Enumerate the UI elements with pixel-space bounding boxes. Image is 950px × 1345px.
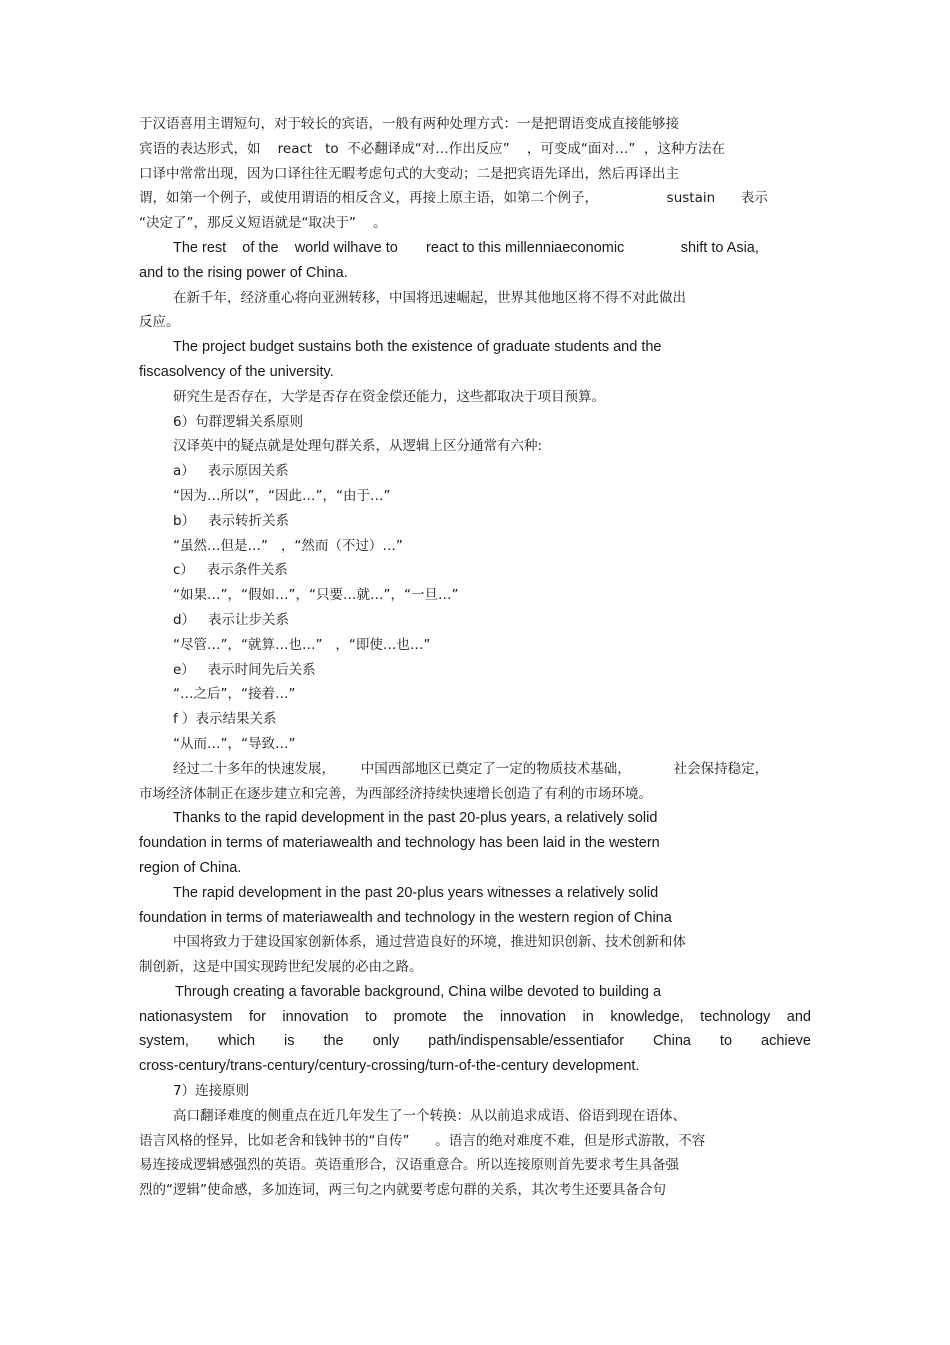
text-line: “决定了”，那反义短语就是“取决于” 。 [139,215,387,232]
english-example-line: The rest of the world wilhave to react to this millenniaeconomic shift to Asia, [173,239,759,256]
list-item-detail: “…之后”，“接着…” [173,686,296,703]
english-example-line: Thanks to the rapid development in the past 20-plus years, a relatively solid [173,810,658,827]
text-line: 中国将致力于建设国家创新体系，通过营造良好的环境，推进知识创新、技术创新和体 [173,934,686,951]
list-item-detail: “虽然…但是…” ，“然而（不过）…” [173,537,403,554]
text-line: 制创新，这是中国实现跨世纪发展的必由之路。 [139,959,423,976]
list-item-detail: “从而…”，“导致…” [173,735,296,752]
text-line: 语言风格的怪异，比如老舍和钱钟书的“自传” 。语言的绝对难度不难，但是形式游散，不容 [139,1132,706,1149]
english-example-line: The rapid development in the past 20-plus years witnesses a relatively solid [173,884,659,901]
text-line: 宾语的表达形式，如 react to 不必翻译成“对…作出反应” ，可变成“面对…” ，这种方法在 [139,140,725,157]
text-line: 汉译英中的疑点就是处理句群关系，从逻辑上区分通常有六种: [173,438,543,455]
english-example-line: foundation in terms of materiawealth and technology has been laid in the western [139,835,660,852]
text-line: 口译中常常出现，因为口译往往无暇考虑句式的大变动；二是把宾语先译出，然后再译出主 [139,165,679,182]
text-line: 高口翻译难度的侧重点在近几年发生了一个转换：从以前追求成语、俗语到现在语体、 [173,1107,686,1124]
list-item-detail: “因为…所以”，“因此…”，“由于…” [173,487,391,504]
text-line: 易连接成逻辑感强烈的英语。英语重形合，汉语重意合。所以连接原则首先要求考生具备强 [139,1157,679,1174]
list-item: a） 表示原因关系 [173,463,289,480]
section-heading: 6）句群逻辑关系原则 [173,413,304,430]
text-line: 经过二十多年的快速发展， 中国西部地区已奠定了一定的物质技术基础， 社会保持稳定， [173,760,769,777]
english-example-line: Through creating a favorable background, China wilbe devoted to building a [175,983,662,1000]
english-example-line: fiscasolvency of the university. [139,363,334,380]
section-heading: 7）连接原则 [173,1083,250,1100]
english-example-line: The project budget sustains both the existence of graduate students and the [173,339,662,356]
translation-line: 在新千年，经济重心将向亚洲转移，中国将迅速崛起，世界其他地区将不得不对此做出 [173,289,686,306]
text-line: 烈的“逻辑”使命感，多加连词，两三句之内就要考虑句群的关系，其次考生还要具备合句 [139,1182,666,1199]
list-item: d） 表示让步关系 [173,611,289,628]
text-line: 谓，如第一个例子，或使用谓语的相反含义，再接上原主语，如第二个例子， sustain 表示 [139,190,768,207]
english-example-line: region of China. [139,859,242,876]
list-item: e） 表示时间先后关系 [173,661,316,678]
text-line: 于汉语喜用主谓短句，对于较长的宾语，一般有两种处理方式：一是把谓语变成直接能够接 [139,116,679,132]
translation-line: 研究生是否存在，大学是否存在资金偿还能力，这些都取决于项目预算。 [173,388,605,405]
list-item-detail: “尽管…”，“就算…也…” ，“即使…也…” [173,636,431,653]
english-example-line: system, which is the only path/indispensable/essentiafor China to achieve [139,1033,811,1050]
english-example-line: cross-century/trans-century/century-crossing/turn-of-the-century development. [139,1058,640,1075]
list-item: b） 表示转折关系 [173,512,289,529]
list-item: f ）表示结果关系 [173,711,277,728]
english-example-line: foundation in terms of materiawealth and technology in the western region of China [139,909,672,926]
translation-line: 反应。 [139,314,180,331]
text-line: 市场经济体制正在逐步建立和完善，为西部经济持续快速增长创造了有利的市场环境。 [139,785,652,802]
list-item-detail: “如果…”，“假如…”，“只要…就…”，“一旦…” [173,587,459,604]
document-page [139,112,811,1203]
list-item: c） 表示条件关系 [173,562,288,579]
english-example-line: and to the rising power of China. [139,264,348,281]
english-example-line: nationasystem for innovation to promote the innovation in knowledge, technology and [139,1008,811,1025]
